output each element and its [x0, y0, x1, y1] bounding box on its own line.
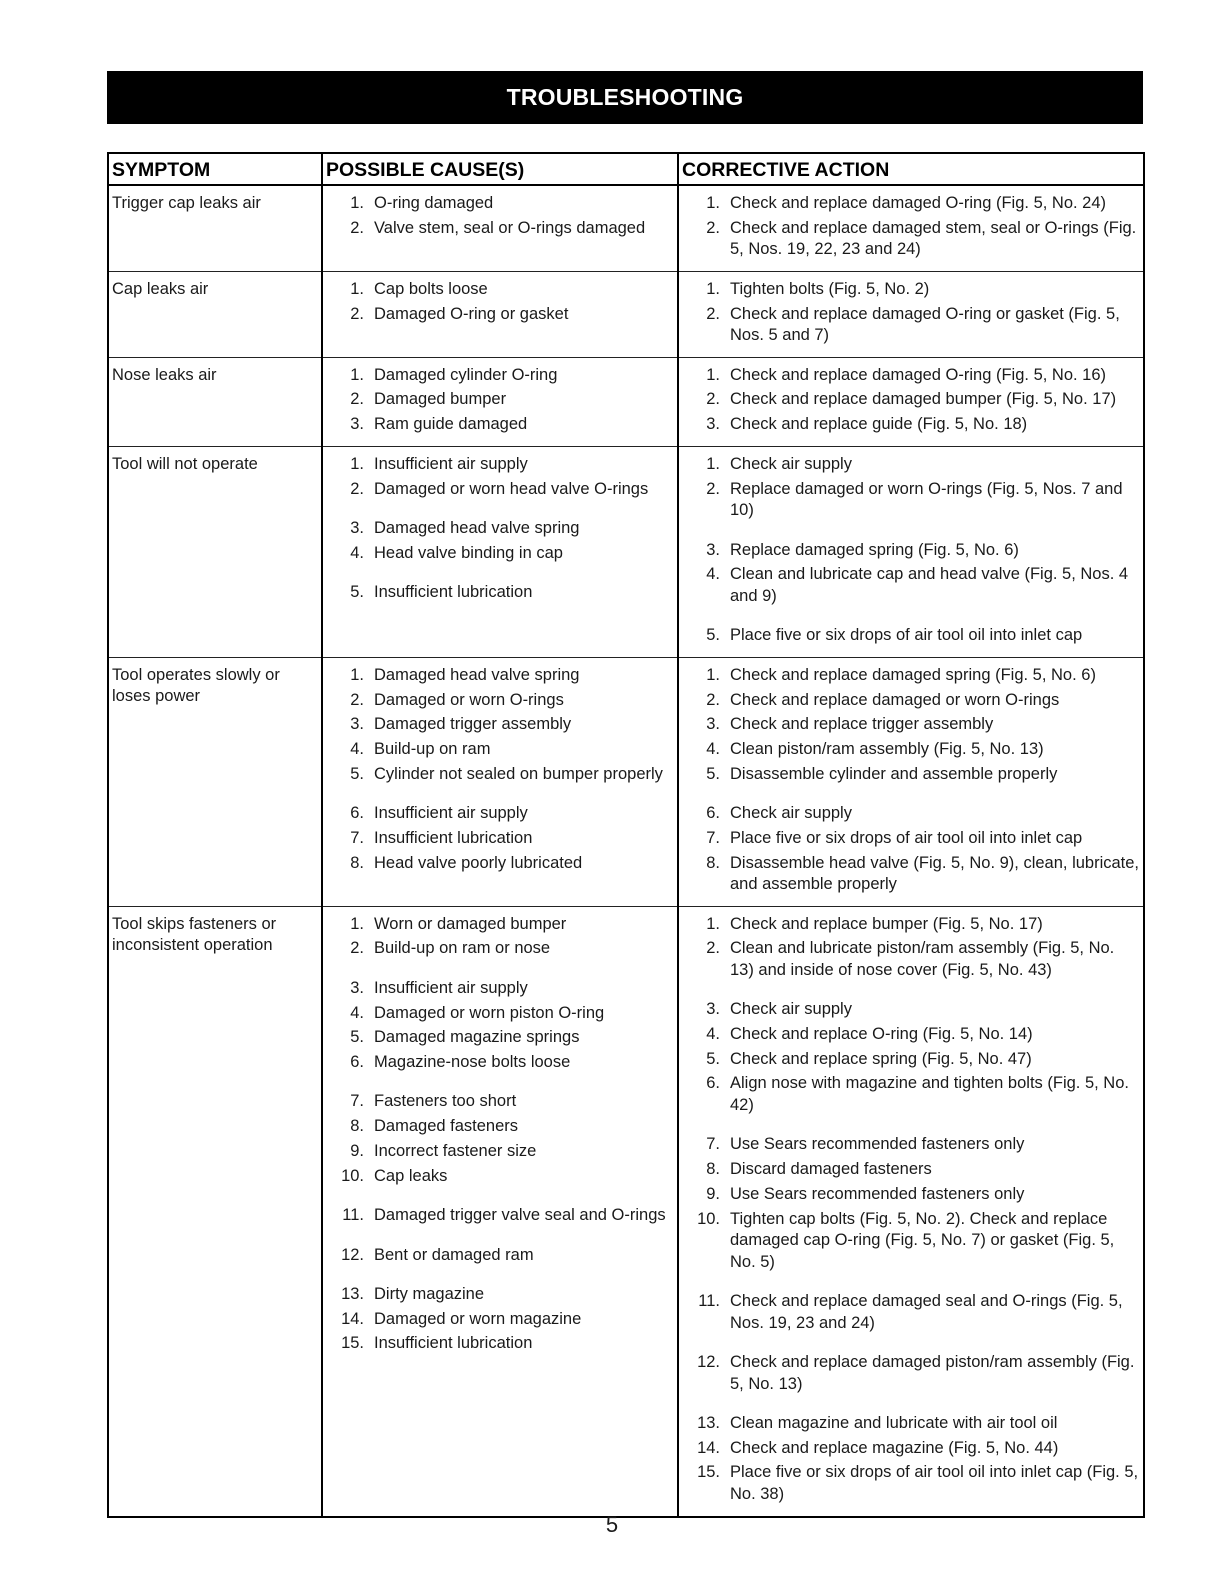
action-text: Tighten cap bolts (Fig. 5, No. 2). Check and replace damaged cap O-ring (Fig. 5, No. 7) or gasket (Fig. 5, No. 5): [730, 1209, 1115, 1271]
action-item: [682, 1073, 1140, 1116]
item-number: 2.: [706, 479, 720, 498]
action-item: [682, 1159, 1140, 1181]
action-text: Place five or six drops of air tool oil into inlet cap (Fig. 5, No. 38): [730, 1463, 1139, 1503]
action-item: [682, 714, 1140, 736]
action-item: [682, 828, 1140, 850]
cause-text: Head valve binding in cap: [374, 543, 563, 562]
cause-text: Damaged or worn magazine: [374, 1309, 582, 1328]
action-text: Check and replace damaged O-ring or gasket (Fig. 5, Nos. 5 and 7): [730, 304, 1120, 345]
action-text: Place five or six drops of air tool oil into inlet cap: [730, 626, 1083, 645]
action-text: Tighten bolts (Fig. 5, No. 2): [730, 279, 930, 298]
action-item: [682, 1209, 1140, 1274]
item-number: 6.: [350, 1052, 364, 1071]
cause-item: [326, 518, 674, 540]
action-text: Check and replace damaged seal and O-rings (Fig. 5, Nos. 19, 23 and 24): [730, 1292, 1123, 1332]
action-item: [682, 1049, 1140, 1071]
cause-header: POSSIBLE CAUSE(S): [322, 153, 678, 185]
item-number: 13.: [697, 1414, 720, 1432]
action-text: Check air supply: [730, 1000, 852, 1019]
action-text: Check and replace magazine (Fig. 5, No. 44): [730, 1438, 1059, 1457]
action-text: Disassemble cylinder and assemble properly: [730, 764, 1058, 783]
action-text: Check and replace damaged bumper (Fig. 5, No. 17): [730, 390, 1117, 409]
item-number: 9.: [350, 1141, 364, 1160]
symptom-cell: Tool operates slowly or loses power: [108, 657, 322, 906]
cause-item: [326, 1166, 674, 1188]
cause-item: [326, 1205, 674, 1227]
cause-text: Damaged trigger valve seal and O-rings: [374, 1206, 666, 1224]
cause-item: [326, 1245, 674, 1267]
cause-item: [326, 714, 674, 736]
item-number: 12.: [697, 1353, 720, 1371]
item-number: 15.: [697, 1463, 720, 1482]
cause-cell: [322, 657, 678, 906]
action-item: [682, 1352, 1140, 1395]
action-text: Use Sears recommended fasteners only: [730, 1135, 1025, 1154]
action-item: [682, 279, 1140, 301]
cause-item: [326, 803, 674, 825]
cause-text: Damaged or worn piston O-ring: [374, 1003, 605, 1022]
item-number: 3.: [706, 715, 720, 734]
item-number: 4.: [706, 739, 720, 758]
action-item: [682, 690, 1140, 712]
action-item: [682, 1291, 1140, 1334]
cause-text: Damaged O-ring or gasket: [374, 304, 569, 323]
cause-text: Damaged or worn O-rings: [374, 690, 564, 709]
symptom-header: SYMPTOM: [108, 153, 322, 185]
cause-text: Damaged magazine springs: [374, 1028, 580, 1047]
cause-item: [326, 1309, 674, 1331]
page-title: TROUBLESHOOTING: [107, 71, 1143, 124]
action-item: [682, 1024, 1140, 1046]
item-number: 1.: [350, 194, 364, 212]
cause-text: Damaged head valve spring: [374, 519, 580, 537]
item-number: 2.: [350, 690, 364, 709]
symptom-cell: Cap leaks air: [108, 271, 322, 357]
cause-item: [326, 454, 674, 476]
item-number: 6.: [350, 804, 364, 823]
action-text: Check air supply: [730, 454, 852, 473]
item-number: 5.: [350, 764, 364, 783]
cause-text: Valve stem, seal or O-rings damaged: [374, 218, 646, 237]
cause-item: [326, 828, 674, 850]
cause-item: [326, 914, 674, 936]
cause-item: [326, 739, 674, 761]
table-row: [108, 446, 1144, 657]
item-number: 8.: [350, 853, 364, 872]
cause-text: Incorrect fastener size: [374, 1141, 537, 1160]
cause-text: Build-up on ram or nose: [374, 939, 551, 958]
action-item: [682, 1134, 1140, 1156]
item-number: 1.: [350, 914, 364, 933]
cause-text: Insufficient air supply: [374, 454, 528, 473]
troubleshooting-table: [107, 152, 1145, 1518]
action-text: Check and replace damaged piston/ram assembly (Fig. 5, No. 13): [730, 1353, 1135, 1393]
item-number: 5.: [706, 626, 720, 645]
item-number: 4.: [350, 1003, 364, 1022]
cause-cell: [322, 446, 678, 657]
cause-text: Insufficient lubrication: [374, 583, 533, 602]
item-number: 10.: [697, 1209, 720, 1228]
cause-text: Worn or damaged bumper: [374, 914, 567, 933]
action-header: CORRECTIVE ACTION: [678, 153, 1144, 185]
item-number: 4.: [706, 565, 720, 584]
table-row: [108, 271, 1144, 357]
item-number: 3.: [706, 540, 720, 559]
item-number: 3.: [350, 978, 364, 997]
cause-cell: [322, 906, 678, 1516]
item-number: 2.: [706, 390, 720, 409]
cause-text: Build-up on ram: [374, 739, 491, 758]
action-item: [682, 803, 1140, 825]
cause-text: Insufficient air supply: [374, 978, 528, 997]
cause-text: Cylinder not sealed on bumper properly: [374, 764, 663, 783]
cause-item: [326, 218, 674, 240]
table-row: [108, 357, 1144, 446]
item-number: 4.: [350, 739, 364, 758]
table-header-row: [108, 153, 1144, 185]
cause-item: [326, 582, 674, 604]
item-number: 6.: [706, 804, 720, 823]
item-number: 5.: [350, 1028, 364, 1047]
cause-text: Damaged cylinder O-ring: [374, 365, 558, 384]
cause-text: Damaged trigger assembly: [374, 715, 572, 734]
action-text: Check and replace trigger assembly: [730, 715, 994, 734]
item-number: 1.: [706, 914, 720, 933]
action-item: [682, 540, 1140, 562]
symptom-cell: Nose leaks air: [108, 357, 322, 446]
cause-text: Cap bolts loose: [374, 279, 488, 298]
action-item: [682, 1462, 1140, 1505]
action-text: Check and replace spring (Fig. 5, No. 47): [730, 1049, 1032, 1068]
action-text: Check and replace damaged O-ring (Fig. 5, No. 16): [730, 365, 1107, 384]
cause-item: [326, 1333, 674, 1355]
cause-text: Damaged head valve spring: [374, 665, 580, 684]
item-number: 2.: [706, 690, 720, 709]
action-item: [682, 365, 1140, 387]
symptom-cell: Tool skips fasteners or inconsistent operation: [108, 906, 322, 1516]
cause-text: Ram guide damaged: [374, 415, 528, 434]
item-number: 7.: [706, 828, 720, 847]
action-text: Use Sears recommended fasteners only: [730, 1184, 1025, 1203]
action-item: [682, 764, 1140, 786]
cause-text: Damaged or worn head valve O-rings: [374, 479, 649, 498]
item-number: 7.: [350, 1092, 364, 1111]
action-item: [682, 625, 1140, 647]
item-number: 3.: [350, 415, 364, 434]
item-number: 7.: [706, 1135, 720, 1154]
item-number: 1.: [706, 665, 720, 684]
action-item: [682, 479, 1140, 522]
action-item: [682, 304, 1140, 347]
item-number: 11.: [342, 1206, 364, 1224]
cause-cell: [322, 185, 678, 271]
item-number: 2.: [706, 218, 720, 237]
action-text: Check and replace damaged spring (Fig. 5, No. 6): [730, 665, 1096, 684]
item-number: 7.: [350, 828, 364, 847]
cause-item: [326, 304, 674, 326]
table-body: [108, 185, 1144, 1517]
item-number: 5.: [706, 1049, 720, 1068]
action-item: [682, 999, 1140, 1021]
action-text: Check and replace damaged O-ring (Fig. 5, No. 24): [730, 194, 1107, 212]
cause-item: [326, 1027, 674, 1049]
cause-text: Insufficient air supply: [374, 804, 528, 823]
item-number: 8.: [706, 853, 720, 872]
item-number: 4.: [706, 1025, 720, 1044]
cause-item: [326, 665, 674, 687]
item-number: 2.: [350, 304, 364, 323]
action-item: [682, 564, 1140, 607]
table-row: [108, 185, 1144, 271]
action-text: Replace damaged or worn O-rings (Fig. 5, Nos. 7 and 10): [730, 479, 1123, 519]
action-item: [682, 389, 1140, 411]
action-text: Check and replace damaged or worn O-rings: [730, 690, 1060, 709]
cause-item: [326, 279, 674, 301]
item-number: 5.: [350, 583, 364, 602]
item-number: 12.: [341, 1245, 364, 1264]
item-number: 11.: [698, 1292, 720, 1310]
cause-cell: [322, 357, 678, 446]
action-cell: [678, 446, 1144, 657]
item-number: 1.: [350, 279, 364, 298]
action-item: [682, 193, 1140, 215]
action-item: [682, 414, 1140, 436]
cause-item: [326, 193, 674, 215]
item-number: 1.: [706, 194, 720, 212]
action-text: Check and replace damaged stem, seal or O-rings (Fig. 5, Nos. 19, 22, 23 and 24): [730, 218, 1137, 259]
action-text: Place five or six drops of air tool oil into inlet cap: [730, 828, 1083, 847]
item-number: 4.: [350, 543, 364, 562]
cause-text: Cap leaks: [374, 1166, 448, 1185]
item-number: 1.: [350, 365, 364, 384]
action-cell: [678, 185, 1144, 271]
action-item: [682, 665, 1140, 687]
symptom-cell: Trigger cap leaks air: [108, 185, 322, 271]
item-number: 1.: [350, 665, 364, 684]
item-number: 6.: [706, 1074, 720, 1093]
item-number: 1.: [706, 454, 720, 473]
action-item: [682, 739, 1140, 761]
action-cell: [678, 271, 1144, 357]
cause-text: Fasteners too short: [374, 1092, 517, 1111]
action-text: Check and replace bumper (Fig. 5, No. 17): [730, 914, 1043, 933]
cause-item: [326, 1284, 674, 1306]
action-text: Check and replace O-ring (Fig. 5, No. 14): [730, 1025, 1033, 1044]
symptom-cell: Tool will not operate: [108, 446, 322, 657]
action-text: Clean and lubricate cap and head valve (Fig. 5, Nos. 4 and 9): [730, 565, 1129, 605]
item-number: 2.: [706, 304, 720, 323]
action-item: [682, 938, 1140, 981]
cause-text: O-ring damaged: [374, 194, 494, 212]
action-text: Clean magazine and lubricate with air tool oil: [730, 1414, 1058, 1432]
cause-item: [326, 1141, 674, 1163]
action-text: Check air supply: [730, 804, 852, 823]
cause-item: [326, 690, 674, 712]
item-number: 2.: [706, 939, 720, 958]
cause-item: [326, 389, 674, 411]
action-item: [682, 1413, 1140, 1435]
table-row: [108, 906, 1144, 1516]
action-item: [682, 1184, 1140, 1206]
item-number: 2.: [350, 939, 364, 958]
action-text: Replace damaged spring (Fig. 5, No. 6): [730, 540, 1019, 559]
cause-item: [326, 1003, 674, 1025]
item-number: 3.: [706, 1000, 720, 1019]
cause-item: [326, 1091, 674, 1113]
action-text: Clean piston/ram assembly (Fig. 5, No. 13): [730, 739, 1044, 758]
cause-item: [326, 1052, 674, 1074]
item-number: 14.: [697, 1438, 720, 1457]
cause-item: [326, 543, 674, 565]
action-text: Check and replace guide (Fig. 5, No. 18): [730, 415, 1028, 434]
table-row: [108, 657, 1144, 906]
item-number: 8.: [706, 1160, 720, 1179]
page-number: 5: [605, 1512, 619, 1537]
item-number: 5.: [706, 764, 720, 783]
cause-text: Dirty magazine: [374, 1285, 485, 1303]
action-text: Discard damaged fasteners: [730, 1160, 932, 1179]
item-number: 10.: [341, 1166, 364, 1185]
cause-text: Magazine-nose bolts loose: [374, 1052, 571, 1071]
item-number: 1.: [706, 365, 720, 384]
cause-cell: [322, 271, 678, 357]
action-item: [682, 218, 1140, 261]
cause-text: Damaged fasteners: [374, 1117, 518, 1136]
cause-item: [326, 414, 674, 436]
item-number: 3.: [706, 415, 720, 434]
action-cell: [678, 357, 1144, 446]
item-number: 15.: [341, 1334, 364, 1353]
cause-item: [326, 1116, 674, 1138]
item-number: 9.: [706, 1184, 720, 1203]
item-number: 3.: [350, 715, 364, 734]
action-item: [682, 1438, 1140, 1460]
cause-text: Damaged bumper: [374, 390, 507, 409]
action-cell: [678, 657, 1144, 906]
cause-text: Head valve poorly lubricated: [374, 853, 583, 872]
action-text: Align nose with magazine and tighten bolts (Fig. 5, No. 42): [730, 1074, 1129, 1114]
cause-text: Bent or damaged ram: [374, 1245, 534, 1264]
item-number: 1.: [350, 454, 364, 473]
item-number: 8.: [350, 1117, 364, 1136]
action-item: [682, 853, 1140, 896]
cause-item: [326, 853, 674, 875]
action-text: Clean and lubricate piston/ram assembly (Fig. 5, No. 13) and inside of nose cover (Fig. 5, No. 43): [730, 939, 1115, 979]
item-number: 14.: [341, 1309, 364, 1328]
item-number: 2.: [350, 479, 364, 498]
action-item: [682, 454, 1140, 476]
cause-item: [326, 479, 674, 501]
action-cell: [678, 906, 1144, 1516]
item-number: 2.: [350, 390, 364, 409]
action-text: Disassemble head valve (Fig. 5, No. 9), clean, lubricate, and assemble properly: [730, 853, 1140, 893]
action-item: [682, 914, 1140, 936]
cause-item: [326, 938, 674, 960]
cause-item: [326, 365, 674, 387]
item-number: 13.: [341, 1285, 364, 1303]
cause-item: [326, 978, 674, 1000]
item-number: 1.: [706, 279, 720, 298]
cause-item: [326, 764, 674, 786]
item-number: 3.: [350, 519, 364, 537]
item-number: 2.: [350, 218, 364, 237]
cause-text: Insufficient lubrication: [374, 1334, 533, 1353]
cause-text: Insufficient lubrication: [374, 828, 533, 847]
